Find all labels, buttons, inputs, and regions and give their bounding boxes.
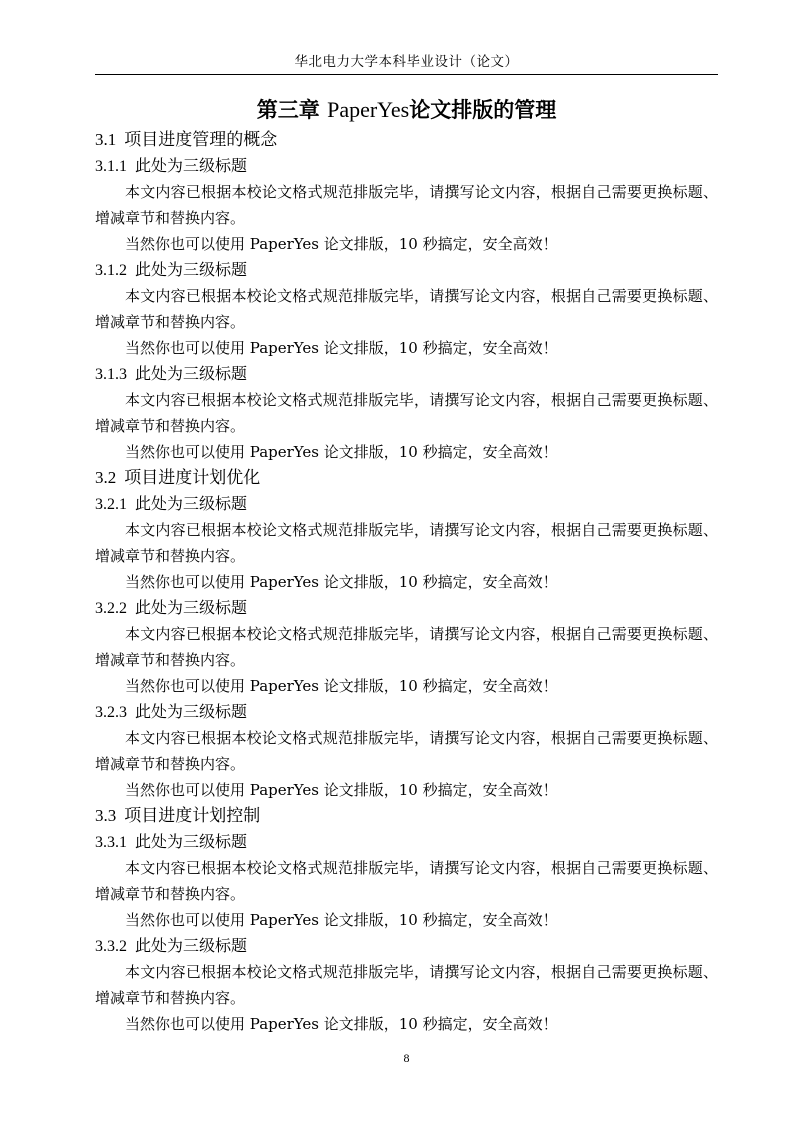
subsection-heading [95,699,718,725]
body-paragraph: 当然你也可以使用 PaperYes 论文排版，10 秒搞定，安全高效！ [125,781,558,799]
subsection-heading [95,257,718,283]
subsection-title: 此处为三级标题 [135,260,248,279]
subsection-number: 3.2.2 [95,600,127,617]
subsection-title: 此处为三级标题 [135,832,248,851]
subsection-title: 此处为三级标题 [135,702,248,721]
body-paragraph: 本文内容已根据本校论文格式规范排版完毕，请撰写论文内容，根据自己需要更换标题、增减章节和替换内容。 [95,183,718,227]
section-heading [95,803,718,829]
chapter-title-suffix: 论文排版的管理 [409,98,557,122]
running-header: 华北电力大学本科毕业设计（论文） [294,54,519,70]
header-rule [95,74,718,75]
chapter-title [95,94,718,126]
subsection-number: 3.3.2 [95,938,127,955]
subsection-heading [95,595,718,621]
document-body [95,127,718,1037]
body-paragraph: 本文内容已根据本校论文格式规范排版完毕，请撰写论文内容，根据自己需要更换标题、增减章节和替换内容。 [95,625,718,669]
body-paragraph: 本文内容已根据本校论文格式规范排版完毕，请撰写论文内容，根据自己需要更换标题、增减章节和替换内容。 [95,729,718,773]
subsection-heading [95,933,718,959]
section-number: 3.1 [95,130,117,149]
subsection-number: 3.2.3 [95,704,127,721]
subsection-number: 3.3.1 [95,834,127,851]
body-paragraph: 当然你也可以使用 PaperYes 论文排版，10 秒搞定，安全高效！ [125,911,558,929]
page-number: 8 [403,1051,410,1065]
subsection-title: 此处为三级标题 [135,936,248,955]
body-paragraph: 当然你也可以使用 PaperYes 论文排版，10 秒搞定，安全高效！ [125,677,558,695]
section-heading [95,465,718,491]
body-paragraph: 本文内容已根据本校论文格式规范排版完毕，请撰写论文内容，根据自己需要更换标题、增减章节和替换内容。 [95,521,718,565]
section-heading [95,127,718,153]
subsection-number: 3.1.2 [95,262,127,279]
subsection-title: 此处为三级标题 [135,598,248,617]
section-title: 项目进度管理的概念 [124,130,278,150]
subsection-title: 此处为三级标题 [135,156,248,175]
subsection-number: 3.1.3 [95,366,127,383]
body-paragraph: 本文内容已根据本校论文格式规范排版完毕，请撰写论文内容，根据自己需要更换标题、增减章节和替换内容。 [95,391,718,435]
section-number: 3.2 [95,468,117,487]
section-title: 项目进度计划优化 [124,468,261,488]
subsection-heading [95,361,718,387]
body-paragraph: 当然你也可以使用 PaperYes 论文排版，10 秒搞定，安全高效！ [125,573,558,591]
subsection-heading [95,829,718,855]
chapter-title-prefix: 第三章 [256,98,320,122]
subsection-number: 3.1.1 [95,158,127,175]
body-paragraph: 当然你也可以使用 PaperYes 论文排版，10 秒搞定，安全高效！ [125,443,558,461]
section-number: 3.3 [95,806,117,825]
subsection-title: 此处为三级标题 [135,494,248,513]
section-title: 项目进度计划控制 [124,806,261,826]
subsection-title: 此处为三级标题 [135,364,248,383]
body-paragraph: 当然你也可以使用 PaperYes 论文排版，10 秒搞定，安全高效！ [125,1015,558,1033]
body-paragraph: 当然你也可以使用 PaperYes 论文排版，10 秒搞定，安全高效！ [125,235,558,253]
body-paragraph: 本文内容已根据本校论文格式规范排版完毕，请撰写论文内容，根据自己需要更换标题、增减章节和替换内容。 [95,859,718,903]
body-paragraph: 本文内容已根据本校论文格式规范排版完毕，请撰写论文内容，根据自己需要更换标题、增减章节和替换内容。 [95,287,718,331]
subsection-heading [95,153,718,179]
body-paragraph: 本文内容已根据本校论文格式规范排版完毕，请撰写论文内容，根据自己需要更换标题、增减章节和替换内容。 [95,963,718,1007]
subsection-number: 3.2.1 [95,496,127,513]
subsection-heading [95,491,718,517]
body-paragraph: 当然你也可以使用 PaperYes 论文排版，10 秒搞定，安全高效！ [125,339,558,357]
chapter-title-latin: PaperYes [327,97,410,122]
